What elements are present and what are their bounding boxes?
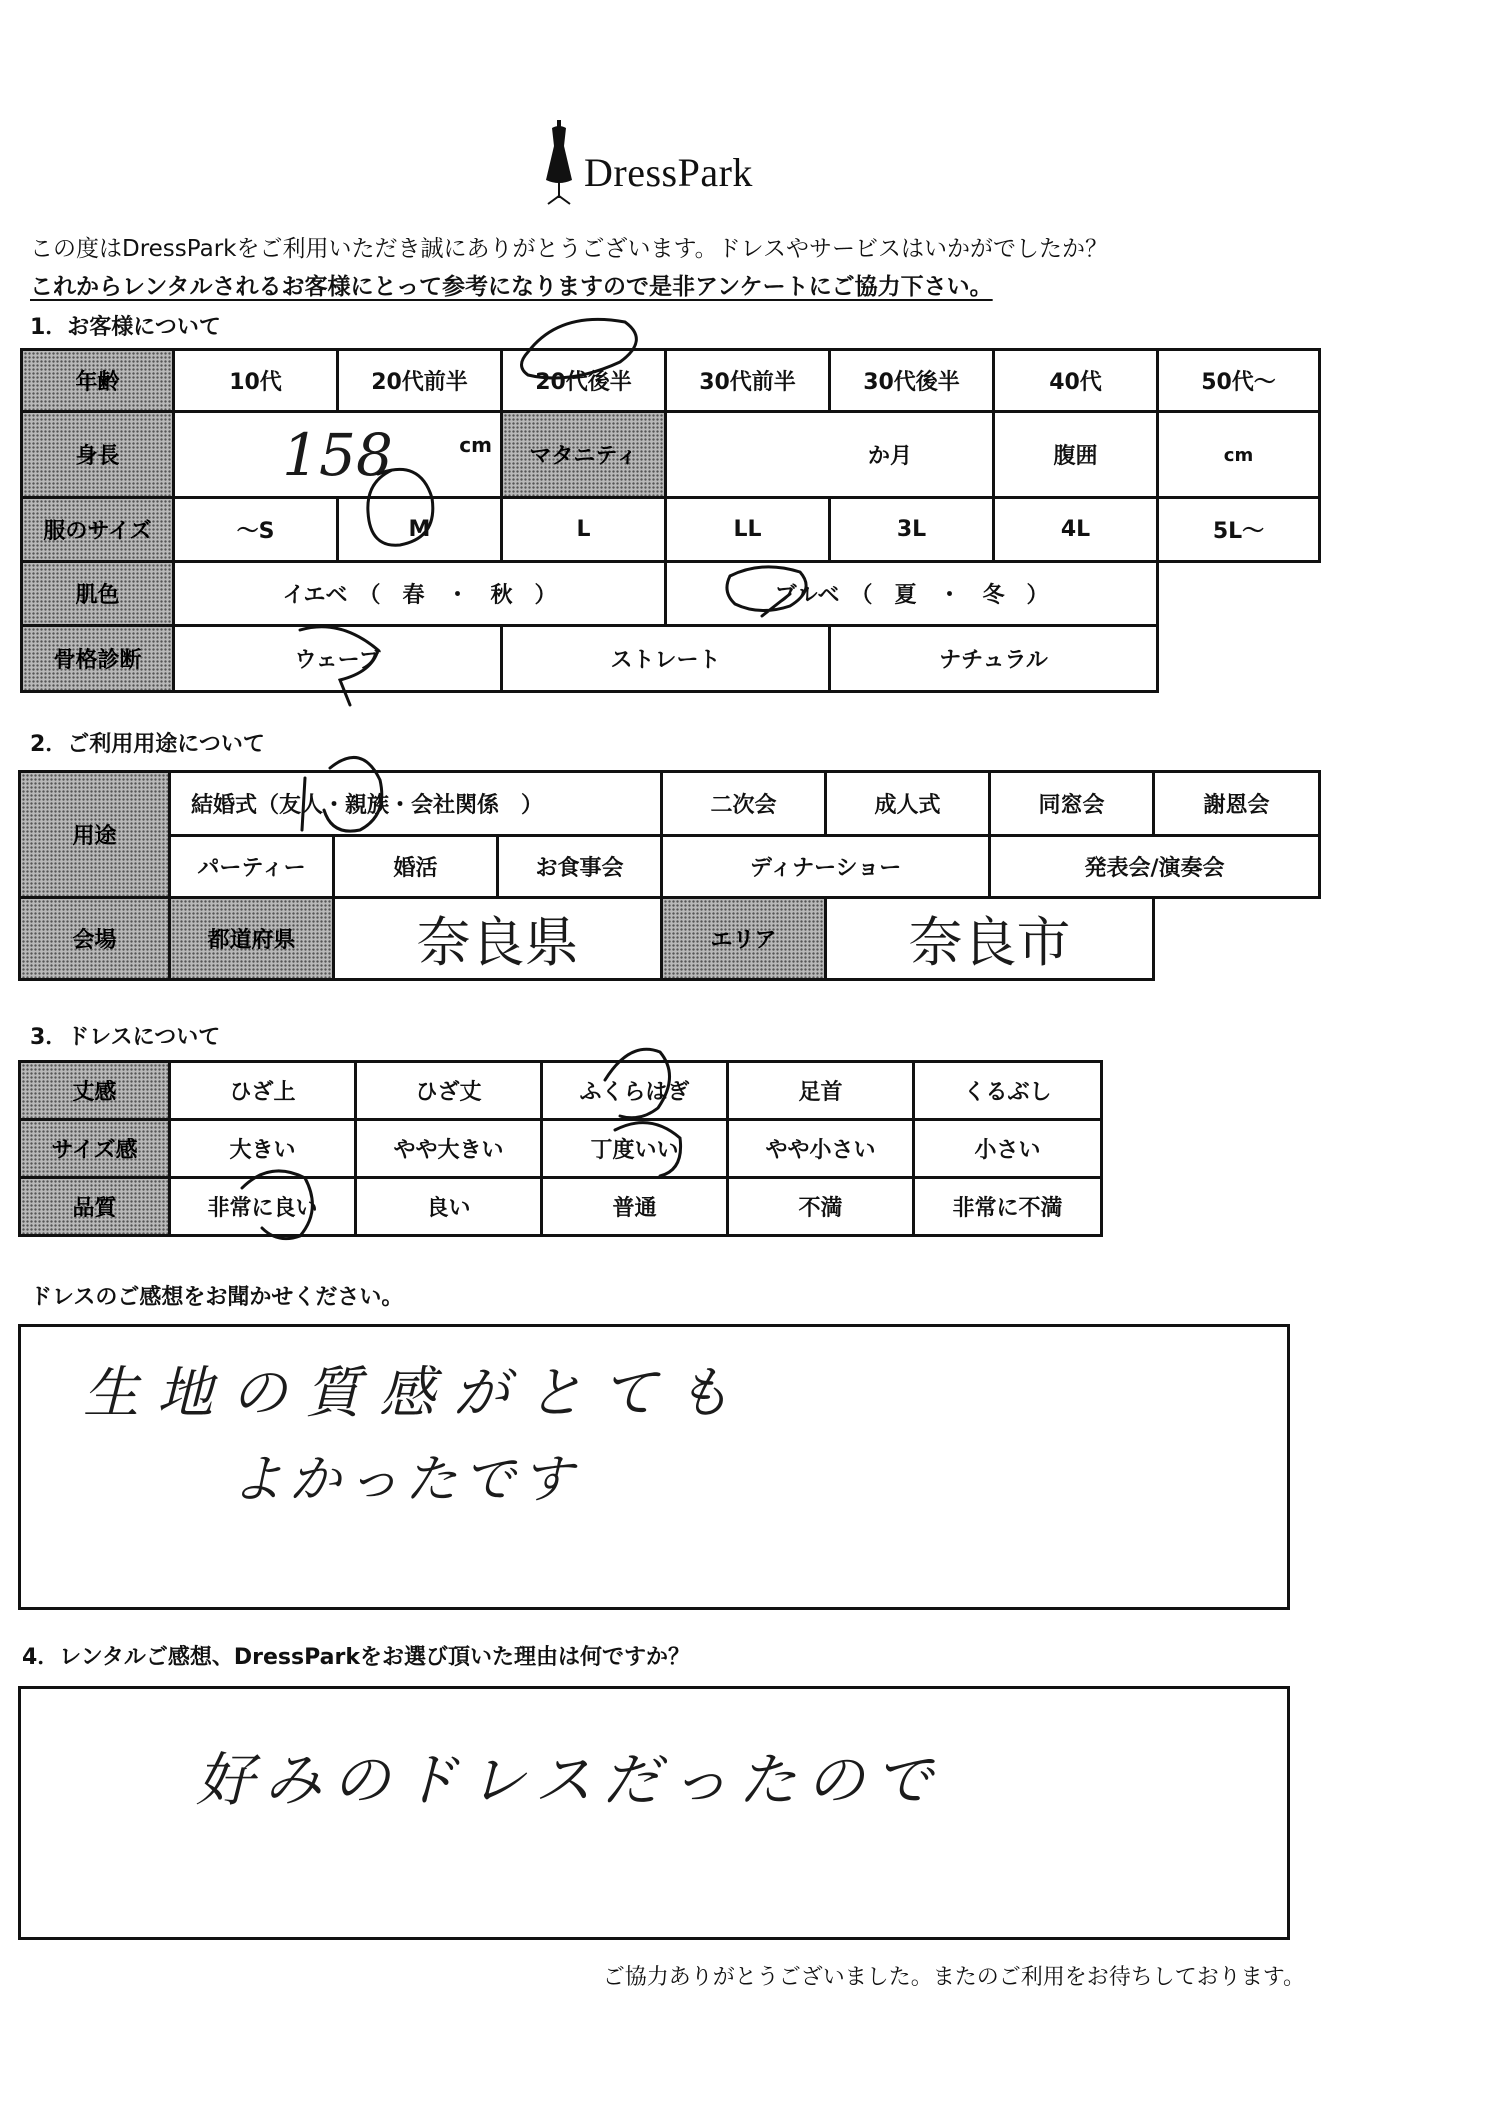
quality-label: 品質: [20, 1178, 170, 1236]
purpose-label: 用途: [20, 772, 170, 898]
age-option[interactable]: 30代前半: [666, 350, 830, 412]
purpose-option[interactable]: 謝恩会: [1154, 772, 1320, 836]
age-option[interactable]: 10代: [174, 350, 338, 412]
area-field[interactable]: [826, 898, 1154, 980]
height-unit: cm: [459, 433, 492, 457]
customer-info-table: [20, 348, 1321, 693]
age-option[interactable]: 50代～: [1158, 350, 1320, 412]
age-option-selected[interactable]: 20代後半: [502, 350, 666, 412]
frame-option[interactable]: ナチュラル: [830, 626, 1158, 692]
purpose-option[interactable]: お食事会: [498, 836, 662, 898]
waist-field[interactable]: [1158, 412, 1320, 498]
height-field[interactable]: [174, 412, 502, 498]
frame-option-selected[interactable]: ウェーブ: [174, 626, 502, 692]
quality-option-selected[interactable]: 非常に良い: [170, 1178, 356, 1236]
length-option[interactable]: ひざ上: [170, 1062, 356, 1120]
size-option[interactable]: L: [502, 498, 666, 562]
fit-option[interactable]: やや小さい: [728, 1120, 914, 1178]
brand-logo: [540, 118, 753, 208]
maternity-field[interactable]: [666, 412, 994, 498]
section3-title: 3．ドレスについて: [30, 1025, 221, 1050]
age-option[interactable]: 40代: [994, 350, 1158, 412]
length-option[interactable]: ひざ丈: [356, 1062, 542, 1120]
reason-answer: 好みのドレスだったので: [196, 1746, 943, 1814]
length-label: 丈感: [20, 1062, 170, 1120]
age-option[interactable]: 20代前半: [338, 350, 502, 412]
empty-cell: [1158, 626, 1320, 692]
empty-cell: [1154, 898, 1320, 980]
skin-label: 肌色: [22, 562, 174, 626]
intro-request: これからレンタルされるお客様にとって参考になりますので是非アンケートにご協力下さい。: [30, 274, 993, 300]
size-option[interactable]: 4L: [994, 498, 1158, 562]
frame-label: 骨格診断: [22, 626, 174, 692]
brand-name: DressPark: [584, 150, 753, 195]
age-label: 年齢: [22, 350, 174, 412]
fit-option[interactable]: 小さい: [914, 1120, 1102, 1178]
size-option[interactable]: 3L: [830, 498, 994, 562]
maternity-label: マタニティ: [502, 412, 666, 498]
frame-option[interactable]: ストレート: [502, 626, 830, 692]
waist-label: 腹囲: [994, 412, 1158, 498]
dress-comment-prompt: ドレスのご感想をお聞かせください。: [30, 1285, 404, 1310]
purpose-option[interactable]: 二次会: [662, 772, 826, 836]
purpose-option-selected[interactable]: 結婚式（友人・親族・会社関係 ）: [170, 772, 662, 836]
prefecture-value: 奈良県: [416, 911, 579, 974]
area-value: 奈良市: [908, 911, 1071, 974]
size-option-selected[interactable]: M: [338, 498, 502, 562]
purpose-option[interactable]: 成人式: [826, 772, 990, 836]
length-option-selected[interactable]: ふくらはぎ: [542, 1062, 728, 1120]
intro-text: この度はDressParkをご利用いただき誠にありがとうございます。ドレスやサービスはいかがでしたか？: [30, 236, 1108, 262]
prefecture-field[interactable]: [334, 898, 662, 980]
size-label: 服のサイズ: [22, 498, 174, 562]
size-option[interactable]: 5L～: [1158, 498, 1320, 562]
purpose-option[interactable]: 発表会/演奏会: [990, 836, 1320, 898]
dress-comment-box[interactable]: [18, 1324, 1290, 1610]
section4-title: 4．レンタルご感想、DressParkをお選び頂いた理由は何ですか？: [22, 1645, 690, 1670]
purpose-option[interactable]: ディナーショー: [662, 836, 990, 898]
height-value: 158: [282, 420, 393, 489]
fit-option-selected[interactable]: 丁度いい: [542, 1120, 728, 1178]
size-option[interactable]: ～S: [174, 498, 338, 562]
waist-unit: cm: [1223, 445, 1254, 466]
fit-option[interactable]: 大きい: [170, 1120, 356, 1178]
quality-option[interactable]: 良い: [356, 1178, 542, 1236]
empty-cell: [1158, 562, 1320, 626]
section1-title: 1．お客様について: [30, 315, 221, 340]
area-label: エリア: [662, 898, 826, 980]
reason-box[interactable]: [18, 1686, 1290, 1940]
age-option[interactable]: 30代後半: [830, 350, 994, 412]
prefecture-label: 都道府県: [170, 898, 334, 980]
thank-you-footer: ご協力ありがとうございました。またのご利用をお待ちしております。: [602, 1965, 1305, 1990]
dress-comment-line1: 生地の質感がとても: [83, 1361, 749, 1426]
quality-option[interactable]: 不満: [728, 1178, 914, 1236]
height-label: 身長: [22, 412, 174, 498]
purpose-table: [18, 770, 1321, 981]
length-option[interactable]: 足首: [728, 1062, 914, 1120]
size-option[interactable]: LL: [666, 498, 830, 562]
section2-title: 2．ご利用用途について: [30, 732, 265, 757]
dress-table: [18, 1060, 1103, 1237]
dress-mannequin-icon: [540, 118, 578, 208]
skin-option-selected[interactable]: ブルベ （ 夏 ・ 冬 ）: [666, 562, 1158, 626]
length-option[interactable]: くるぶし: [914, 1062, 1102, 1120]
purpose-option[interactable]: 同窓会: [990, 772, 1154, 836]
purpose-option[interactable]: 婚活: [334, 836, 498, 898]
fit-label: サイズ感: [20, 1120, 170, 1178]
purpose-option[interactable]: パーティー: [170, 836, 334, 898]
quality-option[interactable]: 普通: [542, 1178, 728, 1236]
fit-option[interactable]: やや大きい: [356, 1120, 542, 1178]
quality-option[interactable]: 非常に不満: [914, 1178, 1102, 1236]
dress-comment-line2: よかったです: [231, 1450, 580, 1510]
months-unit: か月: [867, 444, 912, 469]
skin-option[interactable]: イエベ （ 春 ・ 秋 ）: [174, 562, 666, 626]
venue-label: 会場: [20, 898, 170, 980]
